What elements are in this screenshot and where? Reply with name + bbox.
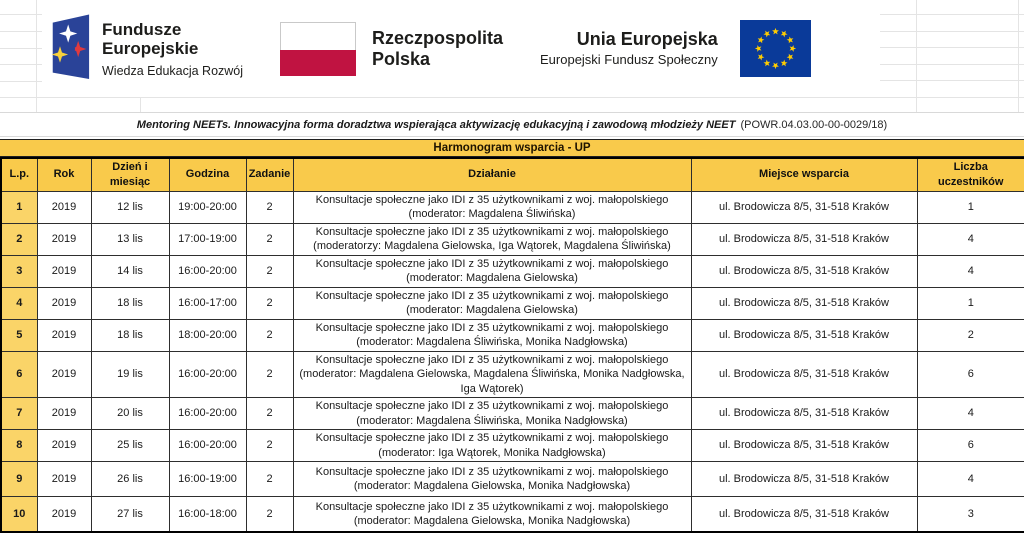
cell-time: 16:00-20:00 (169, 351, 246, 398)
fe-title-line2: Europejskie (102, 39, 199, 58)
cell-task: 2 (246, 191, 293, 223)
cell-task: 2 (246, 223, 293, 255)
action-line: (moderator: Magdalena Śliwińska, Monika Nadgłowska) (356, 336, 628, 349)
cell-place: ul. Brodowicza 8/5, 31-518 Kraków (691, 255, 917, 287)
cell-lp: 8 (1, 430, 37, 462)
action-line: Konsultacje społeczne jako IDI z 35 użytkownikami z woj. małopolskiego (315, 500, 669, 513)
cell-lp: 3 (1, 255, 37, 287)
cell-task: 2 (246, 430, 293, 462)
cell-lp: 6 (1, 351, 37, 398)
cell-rok: 2019 (37, 319, 91, 351)
cell-place: ul. Brodowicza 8/5, 31-518 Kraków (691, 351, 917, 398)
table-row (1, 319, 1024, 351)
project-code: (POWR.04.03.00-00-0029/18) (740, 118, 888, 131)
cell-date: 18 lis (91, 319, 169, 351)
cell-time: 16:00-19:00 (169, 462, 246, 497)
action-line: Konsultacje społeczne jako IDI z 35 użytkownikami z woj. małopolskiego (315, 257, 669, 270)
eu-label (540, 30, 718, 68)
cell-action (293, 430, 691, 462)
action-line: Konsultacje społeczne jako IDI z 35 użytkownikami z woj. małopolskiego (315, 432, 669, 445)
cell-task: 2 (246, 497, 293, 532)
fundusze-europejskie-flag-icon (50, 12, 90, 86)
action-line: Konsultacje społeczne jako IDI z 35 użytkownikami z woj. małopolskiego (315, 353, 669, 366)
column-header-1: Rok (37, 158, 91, 191)
table-row (1, 497, 1024, 532)
unia-europejska-logo (540, 20, 811, 77)
cell-task: 2 (246, 398, 293, 430)
cell-rok: 2019 (37, 430, 91, 462)
cell-count: 4 (917, 398, 1024, 430)
fe-subtitle: Wiedza Edukacja Rozwój (102, 64, 244, 79)
column-header-0: L.p. (1, 158, 37, 191)
cell-date: 25 lis (91, 430, 169, 462)
action-line: (moderator: Magdalena Śliwińska) (408, 208, 576, 221)
cell-rok: 2019 (37, 287, 91, 319)
table-row (1, 223, 1024, 255)
schedule-table (0, 157, 1024, 533)
action-line: Konsultacje społeczne jako IDI z 35 użytkownikami z woj. małopolskiego (315, 400, 669, 413)
column-header-5: Działanie (293, 158, 691, 191)
cell-count: 4 (917, 255, 1024, 287)
table-row (1, 351, 1024, 398)
cell-place: ul. Brodowicza 8/5, 31-518 Kraków (691, 430, 917, 462)
project-title-row (0, 112, 1024, 137)
action-line: (moderator: Magdalena Śliwińska, Monika Nadgłowska) (356, 414, 628, 427)
cell-action (293, 255, 691, 287)
column-header-3: Godzina (169, 158, 246, 191)
action-line: Konsultacje społeczne jako IDI z 35 użytkownikami z woj. małopolskiego (315, 321, 669, 334)
eu-flag-icon (740, 20, 811, 77)
table-row (1, 255, 1024, 287)
cell-lp: 9 (1, 462, 37, 497)
cell-action (293, 287, 691, 319)
schedule-banner (0, 139, 1024, 157)
pl-line2: Polska (372, 48, 431, 69)
cell-action (293, 462, 691, 497)
cell-task: 2 (246, 351, 293, 398)
action-line: Konsultacje społeczne jako IDI z 35 użytkownikami z woj. małopolskiego (315, 289, 669, 302)
cell-task: 2 (246, 319, 293, 351)
cell-place: ul. Brodowicza 8/5, 31-518 Kraków (691, 462, 917, 497)
cell-action (293, 351, 691, 398)
cell-rok: 2019 (37, 398, 91, 430)
cell-task: 2 (246, 255, 293, 287)
fe-title-line1: Fundusze (102, 19, 182, 39)
cell-lp: 10 (1, 497, 37, 532)
cell-count: 6 (917, 351, 1024, 398)
cell-date: 14 lis (91, 255, 169, 287)
cell-place: ul. Brodowicza 8/5, 31-518 Kraków (691, 287, 917, 319)
cell-time: 16:00-20:00 (169, 255, 246, 287)
cell-rok: 2019 (37, 223, 91, 255)
pl-line1: Rzeczpospolita (372, 27, 504, 48)
cell-task: 2 (246, 462, 293, 497)
cell-rok: 2019 (37, 191, 91, 223)
schedule-banner-label: Harmonogram wsparcia - UP (433, 142, 591, 154)
cell-task: 2 (246, 287, 293, 319)
poland-label (372, 28, 503, 69)
cell-time: 17:00-19:00 (169, 223, 246, 255)
cell-lp: 5 (1, 319, 37, 351)
cell-time: 18:00-20:00 (169, 319, 246, 351)
cell-date: 26 lis (91, 462, 169, 497)
rzeczpospolita-polska-logo (280, 22, 503, 75)
cell-time: 16:00-18:00 (169, 497, 246, 532)
cell-count: 2 (917, 319, 1024, 351)
cell-place: ul. Brodowicza 8/5, 31-518 Kraków (691, 497, 917, 532)
column-header-6: Miejsce wsparcia (691, 158, 917, 191)
cell-date: 12 lis (91, 191, 169, 223)
cell-action (293, 319, 691, 351)
cell-lp: 4 (1, 287, 37, 319)
cell-date: 19 lis (91, 351, 169, 398)
cell-place: ul. Brodowicza 8/5, 31-518 Kraków (691, 223, 917, 255)
cell-count: 6 (917, 430, 1024, 462)
cell-date: 13 lis (91, 223, 169, 255)
action-line: (moderator: Magdalena Gielowska, Monika Nadgłowska) (353, 515, 631, 528)
action-line: (moderator: Magdalena Gielowska, Magdalena Śliwińska, Monika Nadgłowska, Iga Wątorek) (299, 368, 685, 395)
cell-place: ul. Brodowicza 8/5, 31-518 Kraków (691, 191, 917, 223)
schedule-table-body (1, 191, 1024, 532)
cell-lp: 2 (1, 223, 37, 255)
cell-time: 16:00-17:00 (169, 287, 246, 319)
action-line: Konsultacje społeczne jako IDI z 35 użytkownikami z woj. małopolskiego (315, 193, 669, 206)
action-line: (moderatorzy: Magdalena Gielowska, Iga Wątorek, Magdalena Śliwińska) (313, 240, 671, 253)
header-row (1, 158, 1024, 191)
table-row (1, 191, 1024, 223)
fundusze-europejskie-text (102, 20, 243, 78)
action-line: Konsultacje społeczne jako IDI z 35 użytkownikami z woj. małopolskiego (315, 465, 669, 478)
cell-count: 1 (917, 191, 1024, 223)
column-header-7: Liczba uczestników (917, 158, 1024, 191)
action-line: Konsultacje społeczne jako IDI z 35 użytkownikami z woj. małopolskiego (315, 225, 669, 238)
cell-place: ul. Brodowicza 8/5, 31-518 Kraków (691, 398, 917, 430)
table-row (1, 287, 1024, 319)
cell-action (293, 223, 691, 255)
cell-date: 20 lis (91, 398, 169, 430)
table-row (1, 430, 1024, 462)
cell-rok: 2019 (37, 255, 91, 287)
action-line: (moderator: Magdalena Gielowska) (406, 304, 578, 317)
cell-rok: 2019 (37, 462, 91, 497)
table-row (1, 462, 1024, 497)
schedule-table-header (1, 158, 1024, 191)
column-header-4: Zadanie (246, 158, 293, 191)
eu-subtitle: Europejski Fundusz Społeczny (540, 52, 718, 68)
cell-rok: 2019 (37, 351, 91, 398)
cell-lp: 7 (1, 398, 37, 430)
cell-count: 3 (917, 497, 1024, 532)
project-title: Mentoring NEETs. Innowacyjna forma doradztwa wspierająca aktywizację edukacyjną i zawodową młodzieży NEET (136, 118, 736, 131)
cell-action (293, 497, 691, 532)
cell-time: 16:00-20:00 (169, 430, 246, 462)
action-line: (moderator: Magdalena Gielowska) (406, 272, 578, 285)
cell-date: 18 lis (91, 287, 169, 319)
cell-place: ul. Brodowicza 8/5, 31-518 Kraków (691, 319, 917, 351)
eu-title: Unia Europejska (576, 28, 718, 49)
cell-count: 4 (917, 223, 1024, 255)
poland-flag-icon (280, 22, 356, 75)
cell-count: 4 (917, 462, 1024, 497)
table-row (1, 398, 1024, 430)
cell-time: 16:00-20:00 (169, 398, 246, 430)
action-line: (moderator: Magdalena Gielowska, Monika Nadgłowska) (353, 480, 631, 493)
action-line: (moderator: Iga Wątorek, Monika Nadgłowska) (378, 446, 606, 459)
cell-action (293, 398, 691, 430)
cell-count: 1 (917, 287, 1024, 319)
cell-rok: 2019 (37, 497, 91, 532)
cell-date: 27 lis (91, 497, 169, 532)
logo-band (0, 0, 1024, 105)
fundusze-europejskie-logo (50, 12, 243, 86)
cell-action (293, 191, 691, 223)
column-header-2: Dzień i miesiąc (91, 158, 169, 191)
cell-lp: 1 (1, 191, 37, 223)
cell-time: 19:00-20:00 (169, 191, 246, 223)
